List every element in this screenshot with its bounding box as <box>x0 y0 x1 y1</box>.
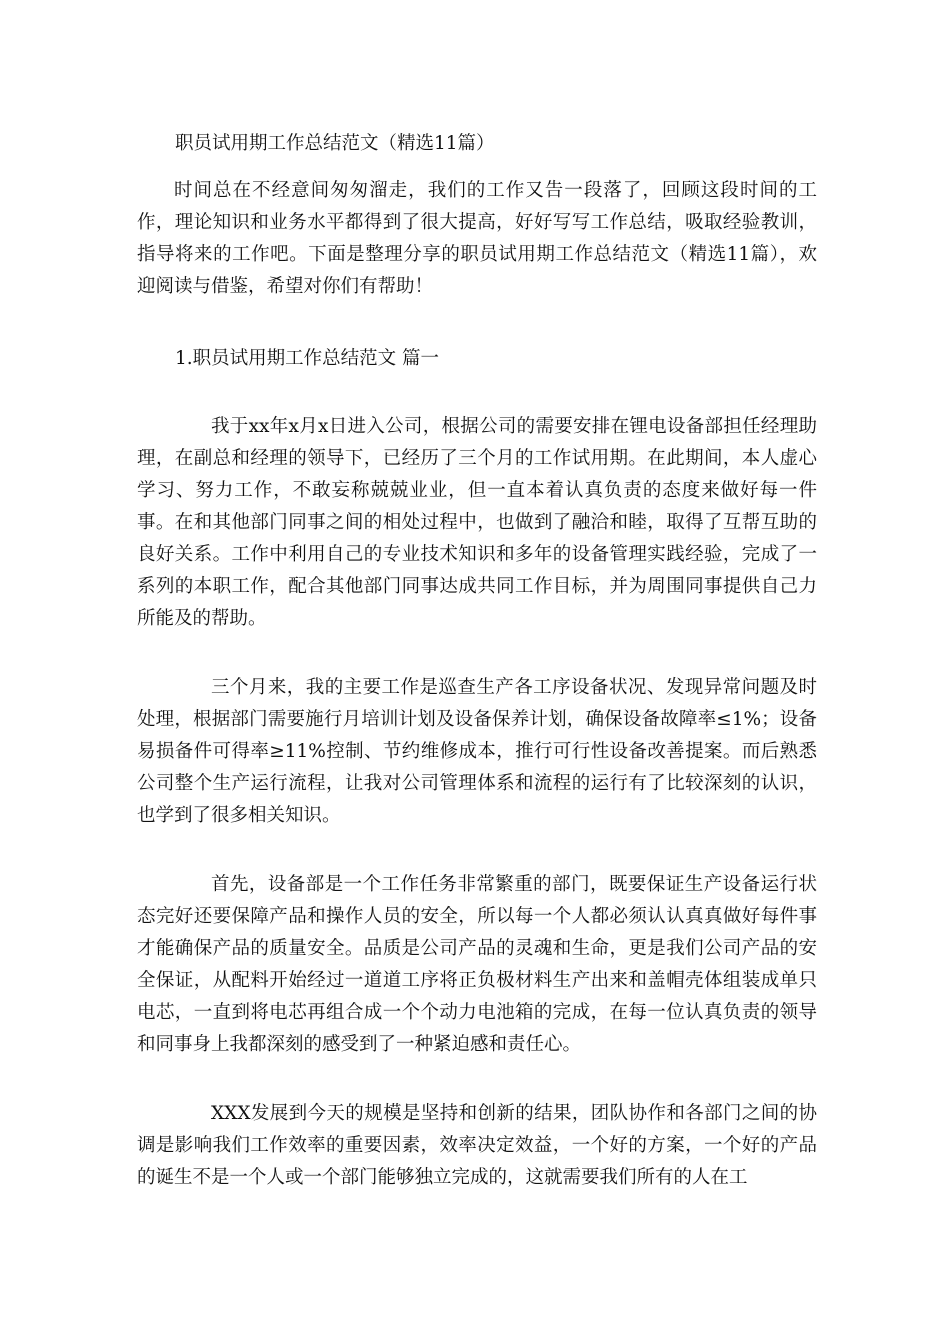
body-paragraph-3: 首先，设备部是一个工作任务非常繁重的部门，既要保证生产设备运行状态完好还要保障产品和操作人员的安全，所以每一个人都必须认认真真做好每件事才能确保产品的质量安全。品质是公司产品的灵魂和生命，更是我们公司产品的安全保证，从配料开始经过一道道工序将正负极材料生产出来和盖帽壳体组装成单只电芯，一直到将电芯再组合成一个个动力电池箱的完成，在每一位认真负责的领导和同事身上我都深刻的感受到了一种紧迫感和责任心。 <box>137 874 817 1055</box>
document-title: 职员试用期工作总结范文（精选11篇） <box>175 133 495 154</box>
section-heading: 1.职员试用期工作总结范文 篇一 <box>175 348 440 369</box>
body-paragraph-1: 我于xx年x月x日进入公司，根据公司的需要安排在锂电设备部担任经理助理，在副总和经理的领导下，已经历了三个月的工作试用期。在此期间，本人虚心学习、努力工作，不敢妄称兢兢业业，但一直本着认真负责的态度来做好每一件事。在和其他部门同事之间的相处过程中，也做到了融洽和睦，取得了互帮互助的良好关系。工作中利用自己的专业技术知识和多年的设备管理实践经验，完成了一系列的本职工作，配合其他部门同事达成共同工作目标，并为周围同事提供自己力所能及的帮助。 <box>137 416 817 629</box>
body-paragraph-4: XXX发展到今天的规模是坚持和创新的结果，团队协作和各部门之间的协调是影响我们工作效率的重要因素，效率决定效益，一个好的方案，一个好的产品的诞生不是一个人或一个部门能够独立完成的，这就需要我们所有的人在工 <box>137 1103 817 1188</box>
intro-paragraph: 时间总在不经意间匆匆溜走，我们的工作又告一段落了，回顾这段时间的工作，理论知识和业务水平都得到了很大提高，好好写写工作总结，吸取经验教训，指导将来的工作吧。下面是整理分享的职员试用期工作总结范文（精选11篇），欢迎阅读与借鉴，希望对你们有帮助！ <box>137 180 817 297</box>
body-paragraph-2: 三个月来，我的主要工作是巡查生产各工序设备状况、发现异常问题及时处理，根据部门需要施行月培训计划及设备保养计划，确保设备故障率≤1%；设备易损备件可得率≥11%控制、节约维修成本，推行可行性设备改善提案。而后熟悉公司整个生产运行流程，让我对公司管理体系和流程的运行有了比较深刻的认识，也学到了很多相关知识。 <box>137 677 817 826</box>
document-page <box>137 128 817 1231</box>
